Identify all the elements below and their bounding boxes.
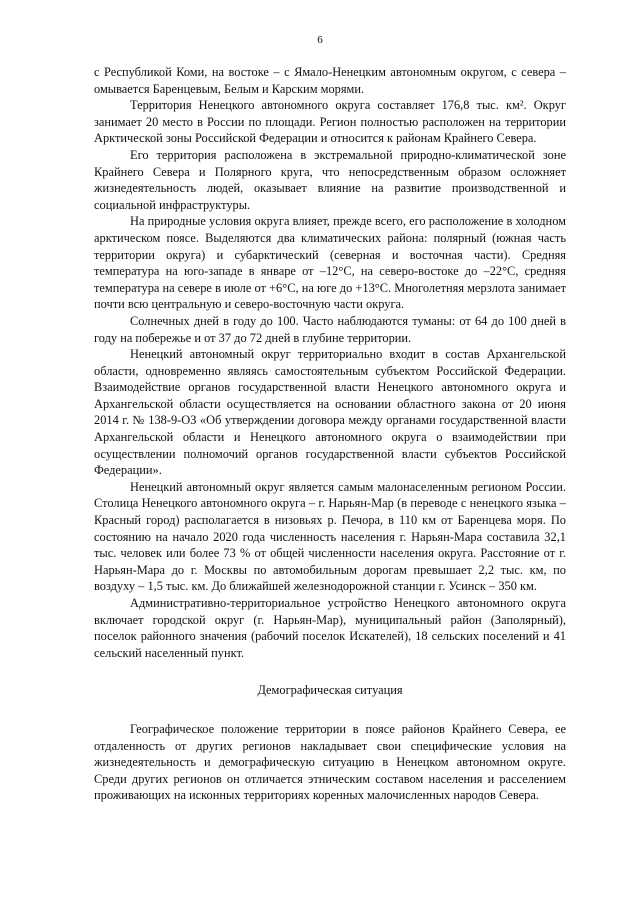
paragraph: Ненецкий автономный округ территориально входит в состав Архангельской области, одновременно являясь самостоятельным субъектом Российской Федерации. Взаимодействие органов государственной власти Ненецкого автономного округа и Архангельской области осуществляется на основании областного закона от 20 июня 2014 г. № 138-9-ОЗ «Об утверждении договора между органами государственной власти Архангельской области и Ненецкого автономного округа о взаимодействии при осуществлении полномочий органов государственной власти субъектов Российской Федерации». (94, 347, 566, 478)
paragraph: Солнечных дней в году до 100. Часто наблюдаются туманы: от 64 до 100 дней в году на побережье и от 37 до 72 дней в глубине территории. (94, 313, 566, 345)
paragraph: Ненецкий автономный округ является самым малонаселенным регионом России. Столица Ненецкого автономного округа – г. Нарьян-Мар (в переводе с ненецкого языка – Красный город) располагается в низовьях р. Печора, в 110 км от Баренцева моря. По состоянию на начало 2020 года численность населения г. Нарьян-Мара составила 32,1 тыс. человек или более 73 % от общей численности населения округа. Расстояние от г. Нарьян-Мара до г. Москвы по автомобильным дорогам превышает 2,2 тыс. км, по воздуху – 1,5 тыс. км. До ближайшей железнодорожной станции г. Усинск – 350 км. (94, 479, 566, 594)
page-number: 6 (317, 34, 323, 46)
paragraph: Географическое положение территории в поясе районов Крайнего Севера, ее отдаленность от других регионов накладывает свои специфические условия на жизнедеятельность и демографическую ситуацию в Ненецком автономном округе. Среди других регионов он отличается этническим составом населения и расселением проживающих на исконных территориях коренных малочисленных народов Севера. (94, 721, 566, 803)
document-body (94, 64, 566, 804)
paragraph: На природные условия округа влияет, прежде всего, его расположение в холодном арктическом поясе. Выделяются два климатических района: полярный (южная часть территории округа) и субарктический (северная и восточная части). Средняя температура на юго-западе в январе от –12°С, на северо-востоке до –22°С, средняя температура на севере в июле от +6°С, на юге до +13°С. Многолетняя мерзлота занимает почти всю центральную и северо-восточную части округа. (94, 214, 566, 312)
paragraph: Его территория расположена в экстремальной природно-климатической зоне Крайнего Севера и Полярного круга, что непосредственным образом осложняет жизнедеятельность людей, оказывает влияние на развитие производственной и социальной инфраструктуры. (94, 147, 566, 212)
paragraph: Административно-территориальное устройство Ненецкого автономного округа включает городской округ (г. Нарьян-Мар), муниципальный район (Заполярный), поселок районного значения (рабочий поселок Искателей), 18 сельских поселений и 41 сельский населенный пункт. (94, 596, 566, 660)
paragraph: с Республикой Коми, на востоке – с Ямало-Ненецким автономным округом, с севера – омывается Баренцевым, Белым и Карским морями. (94, 65, 566, 96)
paragraph: Территория Ненецкого автономного округа составляет 176,8 тыс. км². Округ занимает 20 место в России по площади. Регион полностью расположен на территории Арктической зоны Российской Федерации и относится к районам Крайнего Севера. (94, 98, 566, 146)
section-heading: Демографическая ситуация (257, 683, 403, 698)
